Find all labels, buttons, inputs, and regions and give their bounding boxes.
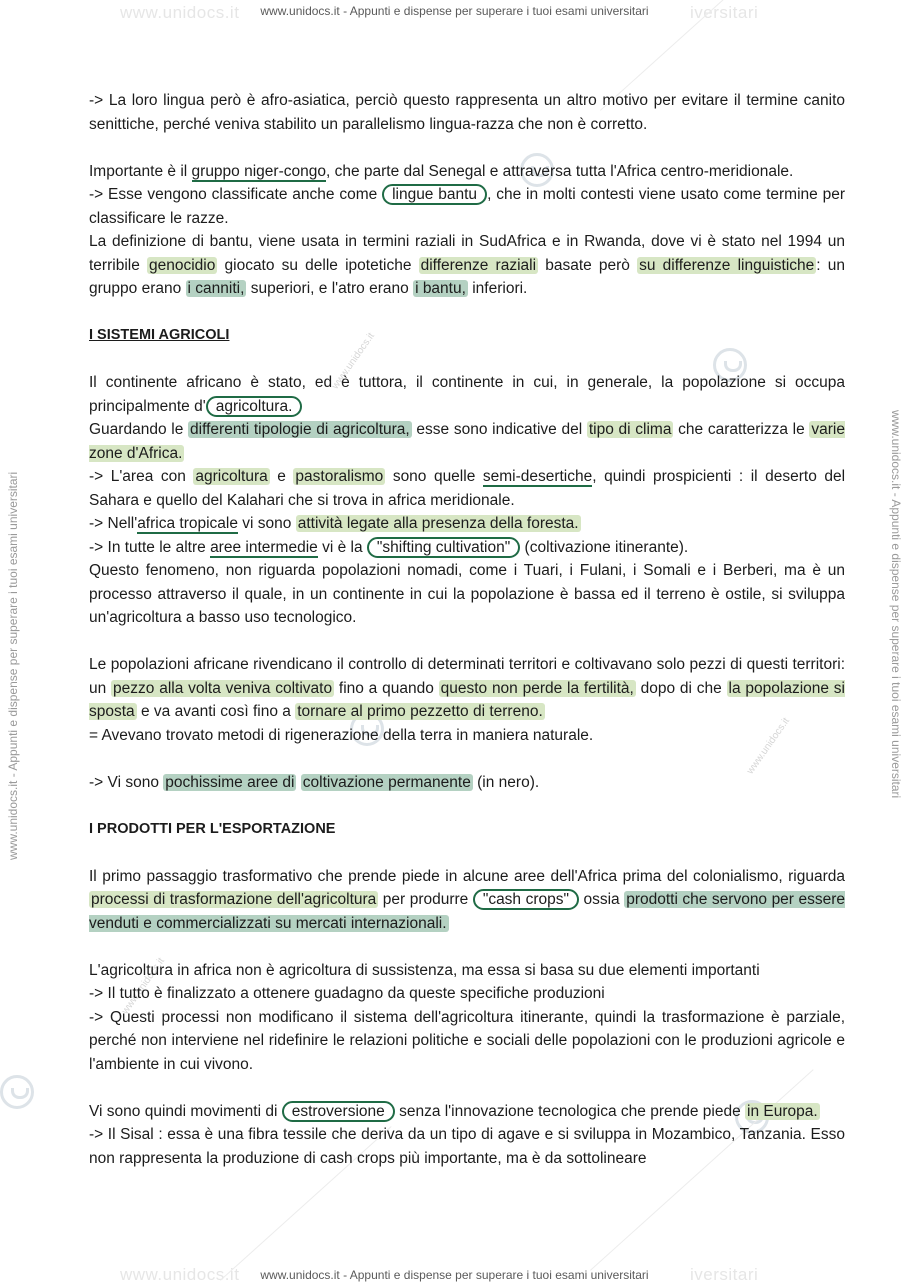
watermark-ghost-right-bottom: iversitari (690, 1265, 759, 1284)
highlighted-term: la popolazione si sposta (89, 679, 845, 720)
watermark-diagonal: www.unidocs.it (745, 715, 792, 777)
highlighted-term: genocidio (148, 256, 216, 274)
highlighted-term: in Europa. (747, 1102, 818, 1120)
paragraph: Il continente africano è stato, ed è tuttora, il continente in cui, in generale, la popolazione si occupa principalmente d' agricoltura. Guardando le differenti tipologie di agricoltura, esse sono indicative del tipo di clima che caratterizza le varie zone d'Africa. -> L'area con agricoltura e pastoralismo sono quelle semi-desertiche, quindi prospicienti : il deserto del Sahara e quello del Kalahari che si trova in africa meridionale. -> Nell'africa tropicale vi sono attività legate alla presenza della foresta. -> In tutte le altre aree intermedie vi è la "shifting cultivation" (coltivazione itinerante). Questo fenomeno, non riguarda popolazioni nomadi, come i Tuari, i Fulani, i Somali e i Berberi, ma è un processo attraverso il quale, in un continente in cui la popolazione è bassa ed il terreno è ostile, si sviluppa un'agricoltura a basso uso tecnologico. (89, 374, 846, 626)
highlighted-term: tornare al primo pezzetto di terreno. (297, 703, 543, 720)
highlighted-term: differenti tipologie di agricoltura, (190, 421, 410, 438)
watermark-ghost-left-bottom: www.unidocs.it (120, 1265, 240, 1284)
highlighted-term: processi di trasformazione dell'agricoltura (91, 891, 377, 908)
paragraph: Il primo passaggio trasformativo che prende piede in alcune aree dell'Africa prima del colonialismo, riguarda processi di trasformazione dell'agricoltura per produrre "cash crops" ossia prodotti che servono per essere venduti e commercializzati su mercati internazionali. (89, 867, 845, 932)
watermark-ghost-right: iversitari (690, 3, 759, 22)
watermark-header: www.unidocs.it - Appunti e dispense per superare i tuoi esami universitari (260, 4, 649, 18)
highlighted-term: questo non perde la fertilità, (440, 679, 634, 697)
watermark-footer: www.unidocs.it - Appunti e dispense per superare i tuoi esami universitari (260, 1268, 649, 1282)
document-body (89, 89, 845, 1170)
highlighted-term: su differenze linguistiche (639, 256, 815, 274)
circled-term: "shifting cultivation" (367, 537, 520, 558)
watermark-diagonal: www.unidocs.it (330, 330, 377, 392)
highlighted-term: tipo di clima (588, 421, 672, 438)
watermark-side-left: www.unidocs.it - Appunti e dispense per superare i tuoi esami universitari (6, 471, 20, 860)
highlighted-term: differenze raziali (420, 256, 537, 274)
underlined-term: semi-desertiche (482, 468, 593, 485)
circled-term: estroversione (282, 1101, 395, 1122)
underlined-term: aree intermedie (210, 538, 318, 556)
highlighted-term: varie zone d'Africa. (89, 421, 845, 462)
paragraph: -> Vi sono pochissime aree di coltivazione permanente (in nero). (89, 773, 540, 791)
underlined-term: gruppo niger-congo (191, 162, 326, 180)
watermark-diagonal: www.unidocs.it (120, 955, 167, 1017)
paragraph: Le popolazioni africane rivendicano il controllo di determinati territori e coltivavano solo pezzi di questi territori: un pezzo alla volta veniva coltivato fino a quando questo non perde la fertilità, dopo di che la popolazione si sposta e va avanti così fino a tornare al primo pezzetto di terreno. = Avevano trovato metodi di rigenerazione della terra in maniera naturale. (89, 656, 845, 744)
paragraph: L'agricoltura in africa non è agricoltura di sussistenza, ma essa si basa su due elementi importanti -> Il tutto è finalizzato a ottenere guadagno da queste specifiche produzioni -> Questi processi non modificano il sistema dell'agricoltura itinerante, quindi la trasformazione è parziale, perché non interviene nel ridefinire le relazioni politiche e sociali delle popolazioni con le produzioni agricole e l'ambiente in cui vivono. (89, 961, 845, 1073)
highlighted-term: agricoltura (195, 468, 268, 485)
underlined-term: africa tropicale (137, 515, 238, 532)
watermark-ghost-left: www.unidocs.it (120, 3, 240, 22)
highlighted-term: i canniti, (187, 280, 245, 297)
section-heading: I SISTEMI AGRICOLI (89, 327, 230, 343)
highlighted-term: prodotti che servono per essere venduti e commercializzati su mercati internazionali. (89, 891, 845, 932)
highlighted-term: attività legate alla presenza della foresta. (297, 515, 579, 532)
paragraph: -> La loro lingua però è afro-asiatica, perciò questo rappresenta un altro motivo per evitare il termine canito senittiche, perché veniva stabilito un parallelismo lingua-razza che non è corretto. (89, 92, 845, 133)
highlighted-term: pezzo alla volta veniva coltivato (113, 679, 333, 697)
paragraph: Vi sono quindi movimenti di estroversione senza l'innovazione tecnologica che prende piede in Europa. -> Il Sisal : essa è una fibra tessile che deriva da un tipo di agave e si sviluppa in Mozambico, Tanzania. Esso non rappresenta la produzione di cash crops più importante, ma è da sottolineare (89, 1102, 845, 1167)
circled-term: agricoltura. (206, 396, 303, 417)
highlighted-term: pastoralismo (295, 468, 384, 485)
highlighted-term: i bantu, (415, 280, 466, 297)
section-heading: I PRODOTTI PER L'ESPORTAZIONE (89, 820, 336, 837)
circled-term: "cash crops" (473, 889, 579, 910)
paragraph: Importante è il gruppo niger-congo, che parte dal Senegal e attraversa tutta l'Africa centro-meridionale. -> Esse vengono classificate anche come lingue bantu , che in molti contesti viene usato come termine per classificare le razze. La definizione di bantu, viene usata in termini raziali in SudAfrica e in Rwanda, dove vi è stato nel 1994 un terribile genocidio giocato su delle ipotetiche differenze raziali basate però su differenze linguistiche : un gruppo erano i canniti, superiori, e l'atro erano i bantu, inferiori. (89, 162, 845, 297)
highlighted-term: coltivazione permanente (302, 773, 471, 791)
highlighted-term: pochissime aree di (165, 773, 295, 791)
circled-term: lingue bantu (382, 184, 487, 205)
watermark-logo-icon (0, 1075, 34, 1109)
watermark-side-right: www.unidocs.it - Appunti e dispense per superare i tuoi esami universitari (889, 410, 903, 799)
